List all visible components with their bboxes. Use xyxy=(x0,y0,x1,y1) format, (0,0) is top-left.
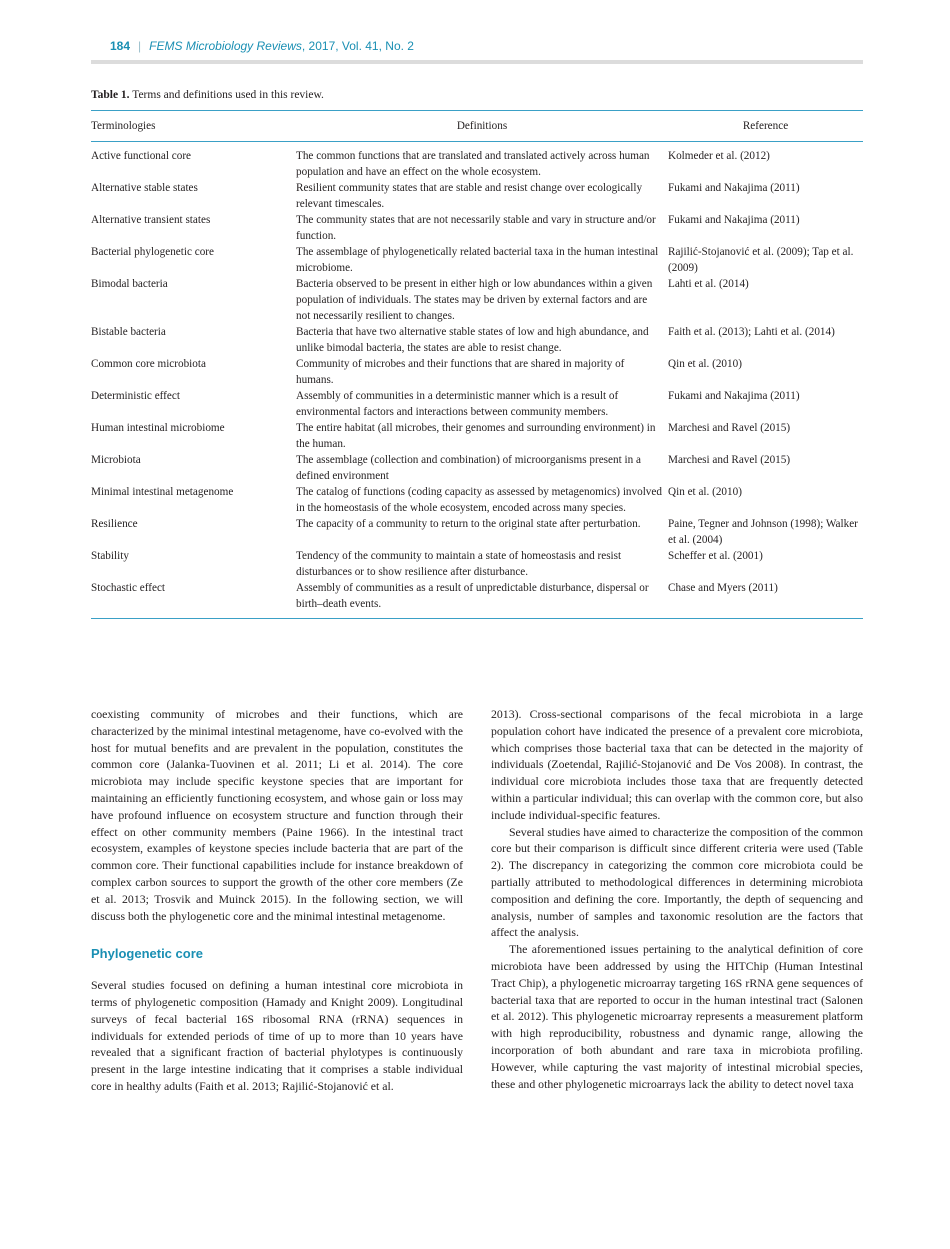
term-cell: Deterministic effect xyxy=(91,390,180,402)
body-paragraph: 2013). Cross-sectional comparisons of the fecal microbiota in a large population cohort have indicated the presence of a prevalent core microbiota, which comprises those bacterial taxa that can be detected in the majority of individuals (Zoetendal, Rajilić-Stojanović and De Vos 2008). In contrast, the individual core microbiota includes those taxa that are frequently detected within a particular individual; this can overlap with the common core, but also include individual-specific features. xyxy=(491,707,863,822)
table-row xyxy=(91,244,863,276)
term-cell: Bacterial phylogenetic core xyxy=(91,246,215,258)
page-number: 184 xyxy=(110,39,131,53)
table-row xyxy=(91,388,863,420)
section-heading: Phylogenetic core xyxy=(91,946,203,962)
reference-cell[interactable]: Marchesi and Ravel (2015) xyxy=(668,454,791,466)
table-row xyxy=(91,148,863,180)
definition-cell: Bacteria that have two alternative stable states of low and high abundance, and unlike bimodal bacteria, the states are able to resist change. xyxy=(296,326,649,354)
running-head xyxy=(91,39,863,57)
term-cell: Stability xyxy=(91,550,129,562)
term-cell: Alternative stable states xyxy=(91,182,198,194)
term-cell: Bistable bacteria xyxy=(91,326,166,338)
definition-cell: Community of microbes and their functions that are shared in majority of humans. xyxy=(296,358,625,386)
definition-cell: The assemblage of phylogenetically related bacterial taxa in the human intestinal microbiome. xyxy=(296,246,659,274)
head-separator: | xyxy=(138,39,142,53)
table-row xyxy=(91,276,863,324)
reference-cell[interactable]: Fukami and Nakajima (2011) xyxy=(668,182,800,194)
term-cell: Common core microbiota xyxy=(91,358,206,370)
table-row xyxy=(91,324,863,356)
journal-name: FEMS Microbiology Reviews xyxy=(149,39,302,53)
table-row xyxy=(91,580,863,612)
reference-cell[interactable]: Paine, Tegner and Johnson (1998); Walker et al. (2004) xyxy=(668,518,858,546)
term-cell: Microbiota xyxy=(91,454,141,466)
reference-cell[interactable]: Lahti et al. (2014) xyxy=(668,278,749,290)
definition-cell: Resilient community states that are stable and resist change over ecologically relevant timescales. xyxy=(296,182,643,210)
reference-cell[interactable]: Qin et al. (2010) xyxy=(668,486,742,498)
reference-cell[interactable]: Fukami and Nakajima (2011) xyxy=(668,390,800,402)
reference-cell[interactable]: Scheffer et al. (2001) xyxy=(668,550,763,562)
term-cell: Human intestinal microbiome xyxy=(91,422,225,434)
body-paragraph: Several studies have aimed to characterize the composition of the common core but their comparison is difficult since different criteria were used (Table 2). The discrepancy in categorizing the common core microbiota could be partially attributed to methodological differences in determining microbiota composition and defining the core. Importantly, the depth of sequencing and analysis, number of samples and taxonomic resolution are the factors that affect the analysis. xyxy=(491,824,863,940)
reference-cell[interactable]: Chase and Myers (2011) xyxy=(668,582,778,594)
term-cell: Resilience xyxy=(91,518,138,530)
table-row xyxy=(91,452,863,484)
header-definitions: Definitions xyxy=(456,120,508,132)
table-row xyxy=(91,548,863,580)
table-caption xyxy=(91,89,324,101)
table-body xyxy=(91,142,863,612)
table-label: Table 1. xyxy=(91,89,130,101)
body-paragraph: coexisting community of microbes and their functions, which are characterized by the minimal intestinal metagenome, have co-evolved with the host for mutual benefits and are prevalent in the population, constitutes the common core (Jalanka-Tuovinen et al. 2011; Li et al. 2014). The core microbiota may include specific keystone species that are important for maintaining an efficiently functioning ecosystem, and whose gain or loss may have profound influence on ecosystem structure and function through their effect on other community members (Paine 1966). In the intestinal tract ecosystem, examples of keystone species include bacteria that are part of the common core. Their functional capabilities include for instance breakdown of complex carbon sources to support the growth of the other core members (Ze et al. 2013; Trosvik and Muinck 2015). In the following section, we will discuss both the phylogenetic core and the minimal intestinal metagenome. xyxy=(91,707,463,923)
reference-cell[interactable]: Kolmeder et al. (2012) xyxy=(668,150,770,162)
reference-cell[interactable]: Marchesi and Ravel (2015) xyxy=(668,422,791,434)
definition-cell: The assemblage (collection and combination) of microorganisms present in a defined environment xyxy=(296,454,641,482)
definition-cell: Assembly of communities as a result of unpredictable disturbance, dispersal or birth–death events. xyxy=(296,582,649,610)
table-row xyxy=(91,180,863,212)
header-rule xyxy=(91,60,863,64)
reference-cell[interactable]: Qin et al. (2010) xyxy=(668,358,742,370)
definitions-table xyxy=(91,110,863,619)
definition-cell: The catalog of functions (coding capacity as assessed by metagenomics) involved in the homeostasis of the whole ecosystem, encoded across many species. xyxy=(296,486,662,514)
table-row xyxy=(91,484,863,516)
definition-cell: The entire habitat (all microbes, their genomes and surrounding environment) in the human. xyxy=(296,422,656,450)
term-cell: Bimodal bacteria xyxy=(91,278,168,290)
header-reference: Reference xyxy=(742,120,789,132)
definition-cell: Tendency of the community to maintain a state of homeostasis and resist disturbances or to show resilience after disturbance. xyxy=(296,550,622,578)
journal-details: , 2017, Vol. 41, No. 2 xyxy=(301,39,414,53)
left-column xyxy=(91,706,463,1095)
body-paragraph: The aforementioned issues pertaining to the analytical definition of core microbiota have been addressed by using the HITChip (Human Intestinal Tract Chip), a phylogenetic microarray targeting 16S rRNA gene sequences of bacterial taxa that are reported to occur in the human intestinal tract (Salonen et al. 2012). This phylogenetic microarray represents a measurement platform with high reproducibility, robustness and dynamic range, allowing the incorporation of both abundant and rare taxa in microbiota profiling. However, while capturing the vast majority of intestinal microbial species, these and other phylogenetic microarrays lack the ability to detect novel taxa xyxy=(491,942,863,1091)
reference-cell[interactable]: Faith et al. (2013); Lahti et al. (2014) xyxy=(668,326,835,338)
table-caption-text: Terms and definitions used in this review. xyxy=(129,89,324,101)
header-terminologies: Terminologies xyxy=(91,120,156,132)
definition-cell: Assembly of communities in a deterministic manner which is a result of environmental factors and interactions between community members. xyxy=(296,390,619,418)
body-paragraph: Several studies focused on defining a human intestinal core microbiota in terms of phylogenetic composition (Hamady and Knight 2009). Longitudinal surveys of fecal bacterial 16S ribosomal RNA (rRNA) sequences in individuals for extended periods of time of up to more than 10 years have revealed that a significant fraction of bacterial phylotypes is continuously present in the large intestine indicating that it comprises a stable individual core in healthy adults (Faith et al. 2013; Rajilić-Stojanović et al. xyxy=(91,978,463,1093)
right-column xyxy=(491,706,863,1092)
table-bottom-rule xyxy=(91,618,863,619)
term-cell: Minimal intestinal metagenome xyxy=(91,486,234,498)
definition-cell: The capacity of a community to return to the original state after perturbation. xyxy=(296,518,641,530)
definition-cell: The community states that are not necessarily stable and vary in structure and/or function. xyxy=(296,214,656,242)
definition-cell: The common functions that are translated and translated actively across human population and have an effect on the whole ecosystem. xyxy=(296,150,650,178)
reference-cell[interactable]: Fukami and Nakajima (2011) xyxy=(668,214,800,226)
term-cell: Alternative transient states xyxy=(91,214,211,226)
term-cell: Active functional core xyxy=(91,150,192,162)
table-row xyxy=(91,356,863,388)
table-row xyxy=(91,212,863,244)
term-cell: Stochastic effect xyxy=(91,582,166,594)
table-header-row xyxy=(91,111,863,142)
table-row xyxy=(91,516,863,548)
table-row xyxy=(91,420,863,452)
reference-cell[interactable]: Rajilić-Stojanović et al. (2009); Tap et al. (2009) xyxy=(668,246,854,274)
definition-cell: Bacteria observed to be present in either high or low abundances within a given population of individuals. The states may be driven by external factors and are not necessarily resilient to changes. xyxy=(296,278,653,322)
